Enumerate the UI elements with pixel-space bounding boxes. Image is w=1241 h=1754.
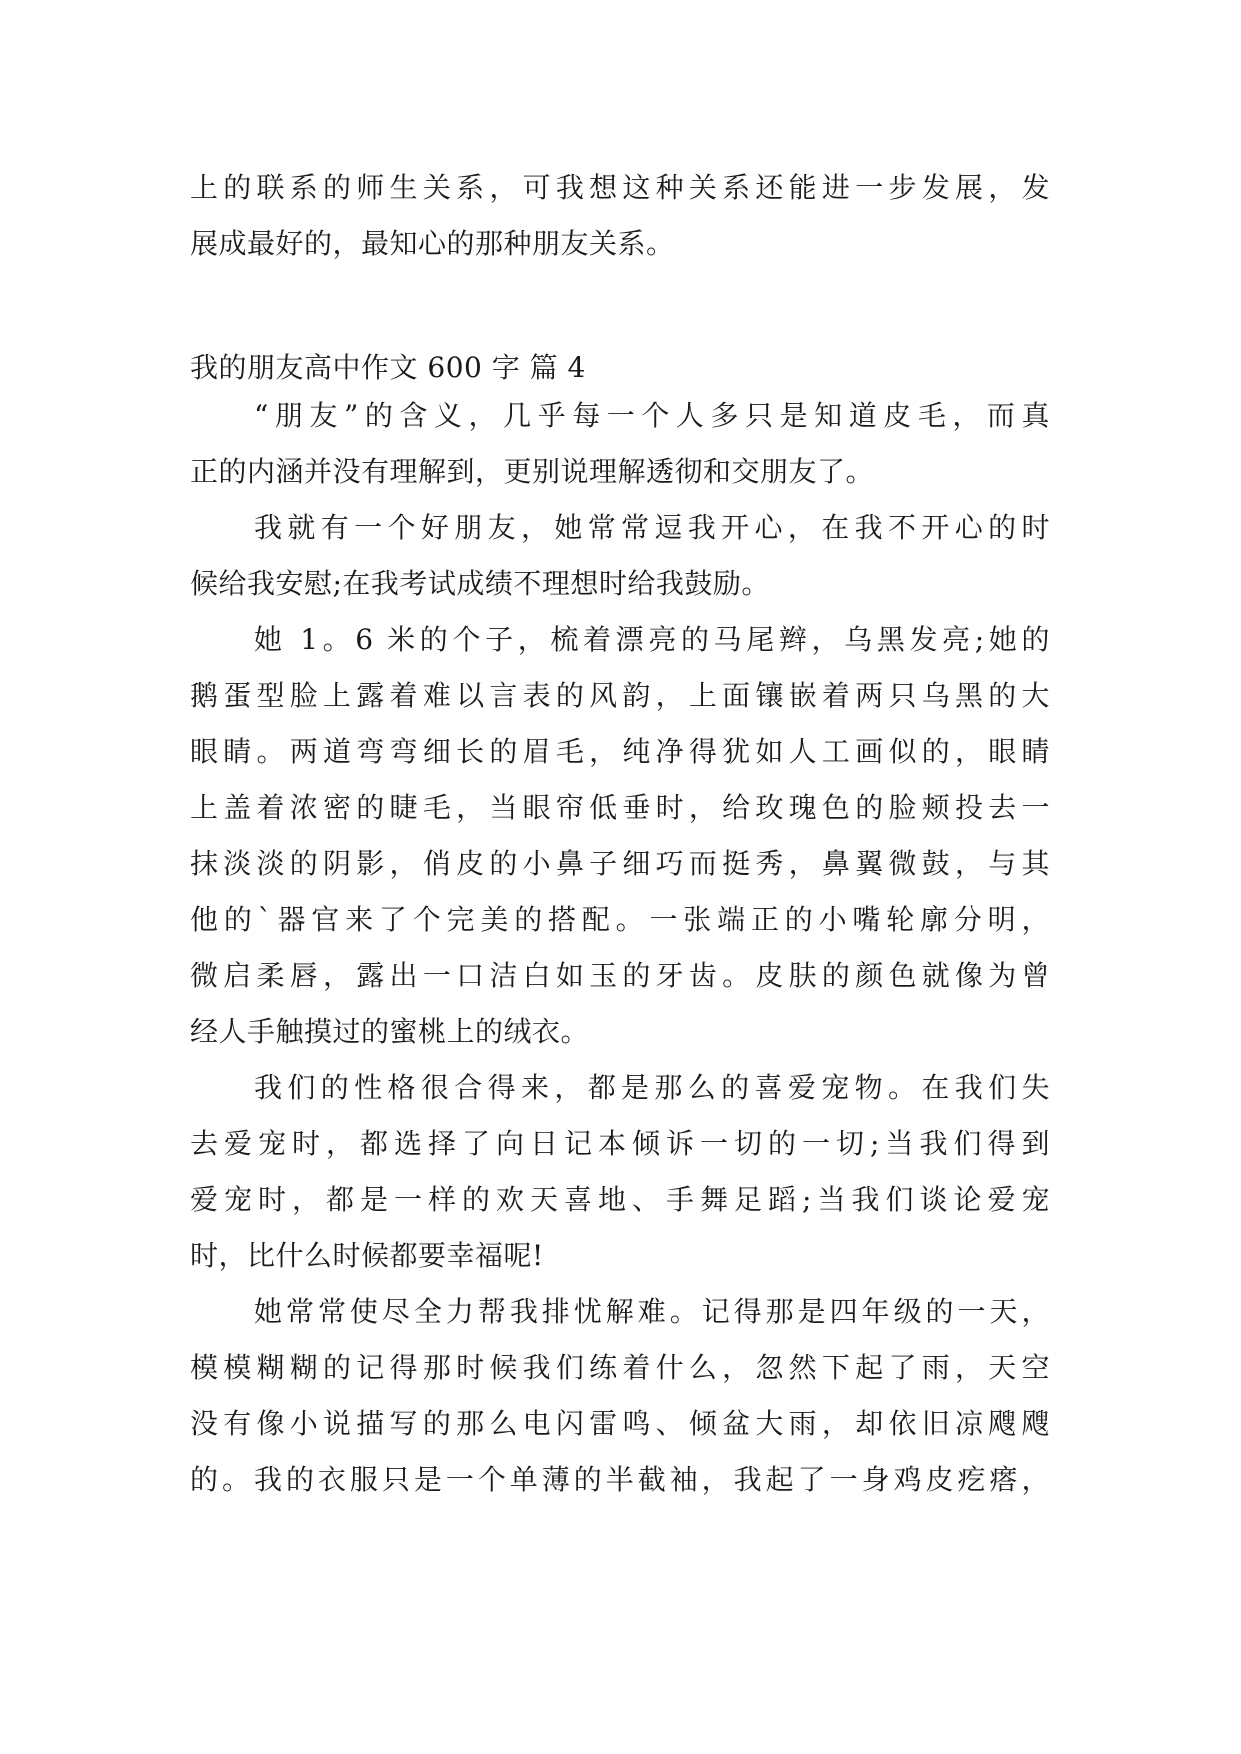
text-line: 上盖着浓密的睫毛，当眼帘低垂时，给玫瑰色的脸颊投去一 [190,791,1050,824]
text-line: 的。我的衣服只是一个单薄的半截袖，我起了一身鸡皮疙瘩， [190,1463,1050,1496]
text-line: 微启柔唇，露出一口洁白如玉的牙齿。皮肤的颜色就像为曾 [190,959,1050,992]
text-line: 我就有一个好朋友，她常常逗我开心，在我不开心的时 [254,511,1050,544]
text-line: 正的内涵并没有理解到，更别说理解透彻和交朋友了。 [190,455,875,488]
intro-paragraph [190,160,1050,272]
text-line: 她 1。6 米的个子，梳着漂亮的马尾辫，乌黑发亮;她的 [254,623,1050,656]
text-line: 没有像小说描写的那么电闪雷鸣、倾盆大雨，却依旧凉飕飕 [190,1407,1050,1440]
text-line: 她常常使尽全力帮我排忧解难。记得那是四年级的一天， [254,1295,1050,1328]
text-line: “朋友”的含义，几乎每一个人多只是知道皮毛，而真 [254,399,1050,432]
paragraph [190,612,1050,1060]
text-line: 抹淡淡的阴影，俏皮的小鼻子细巧而挺秀，鼻翼微鼓，与其 [190,847,1050,880]
paragraph [190,500,1050,612]
paragraph [190,388,1050,500]
text-line: 展成最好的，最知心的那种朋友关系。 [190,227,675,260]
article-body [190,388,1050,1508]
paragraph [190,1284,1050,1508]
text-line: 我们的性格很合得来，都是那么的喜爱宠物。在我们失 [254,1071,1050,1104]
text-line: 候给我安慰;在我考试成绩不理想时给我鼓励。 [190,567,770,600]
text-line: 他的`器官来了个完美的搭配。一张端正的小嘴轮廓分明， [190,903,1050,936]
text-line: 经人手触摸过的蜜桃上的绒衣。 [190,1015,590,1048]
text-line: 爱宠时，都是一样的欢天喜地、手舞足蹈;当我们谈论爱宠 [190,1183,1050,1216]
text-line: 模模糊糊的记得那时候我们练着什么，忽然下起了雨，天空 [190,1351,1050,1384]
text-line: 去爱宠时，都选择了向日记本倾诉一切的一切;当我们得到 [190,1127,1050,1160]
text-line: 时，比什么时候都要幸福呢! [190,1239,544,1272]
text-line: 上的联系的师生关系，可我想这种关系还能进一步发展，发 [190,171,1050,204]
text-line: 鹅蛋型脸上露着难以言表的风韵，上面镶嵌着两只乌黑的大 [190,679,1050,712]
section-heading: 我的朋友高中作文 600 字 篇 4 [190,351,586,384]
text-line: 眼睛。两道弯弯细长的眉毛，纯净得犹如人工画似的，眼睛 [190,735,1050,768]
paragraph [190,1060,1050,1284]
